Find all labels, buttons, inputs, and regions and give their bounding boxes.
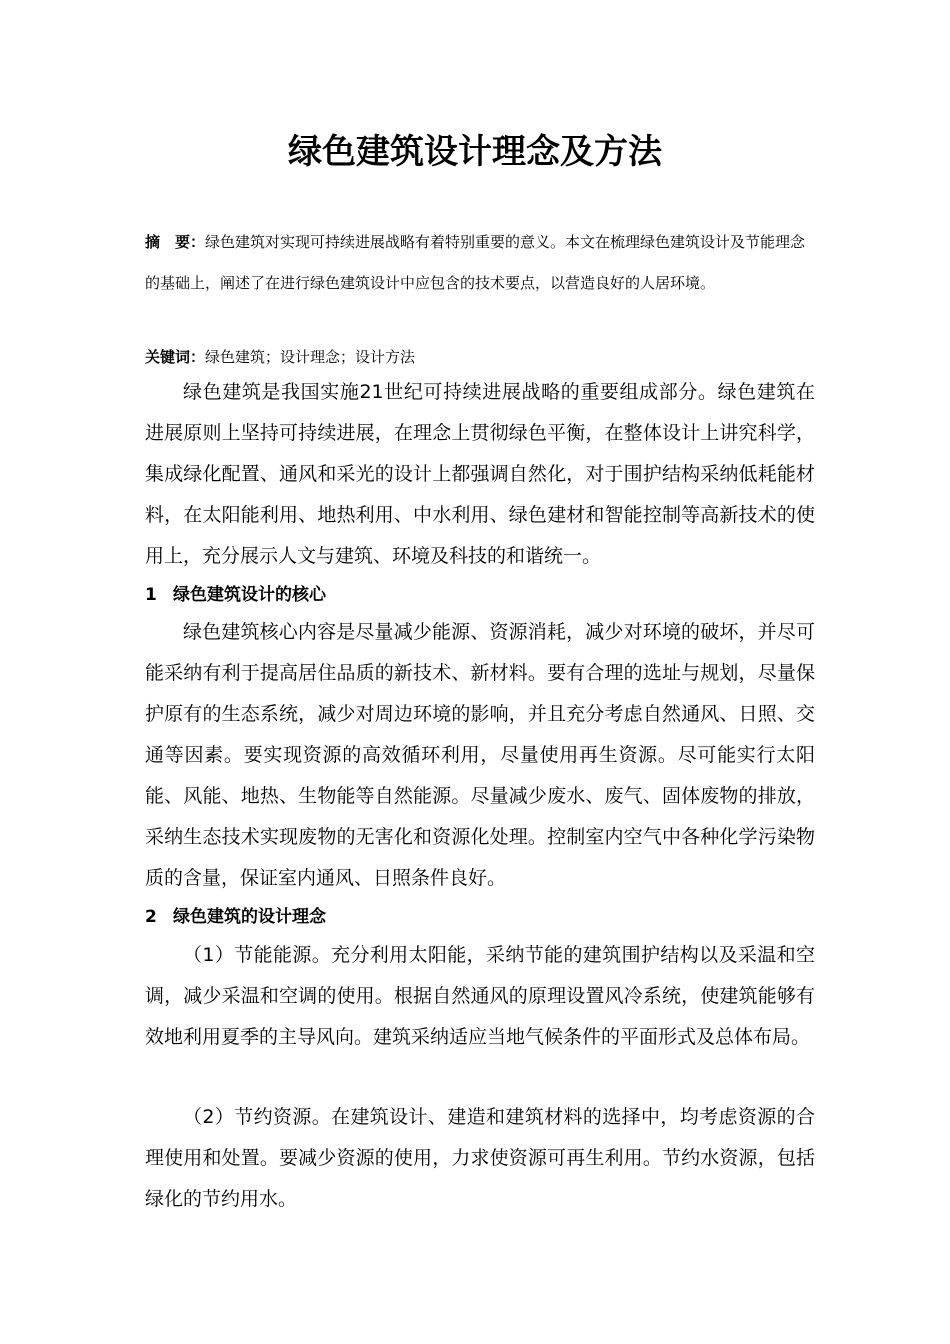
document-title: 绿色建筑设计理念及方法 [288, 132, 662, 172]
section-2-title: 绿色建筑的设计理念 [173, 907, 326, 927]
abstract-text: 绿色建筑对实现可持续进展战略有着特别重要的意义。本文在梳理绿色建筑设计及节能理念的基础上，阐述了在进行绿色建筑设计中应包含的技术要点，以营造良好的人居环境。 [145, 233, 806, 292]
section-2-paragraph-2: （2）节约资源。在建筑设计、建造和建筑材料的选择中，均考虑资源的合理使用和处置。要减少资源的使用，力求使资源可再生利用。节约水资源，包括绿化的节约用水。 [145, 1106, 815, 1210]
section-1-paragraph: 绿色建筑核心内容是尽量减少能源、资源消耗，减少对环境的破坏，并尽可能采纳有利于提高居住品质的新技术、新材料。要有合理的选址与规划，尽量保护原有的生态系统，减少对周边环境的影响，并且充分考虑自然通风、日照、交通等因素。要实现资源的高效循环利用，尽量使用再生资源。尽可能实行太阳能、风能、地热、生物能等自然能源。尽量减少废水、废气、固体废物的排放，采纳生态技术实现废物的无害化和资源化处理。控制室内空气中各种化学污染物质的含量，保证室内通风、日照条件良好。 [145, 621, 815, 889]
section-1-title: 绿色建筑设计的核心 [173, 585, 326, 605]
abstract [145, 222, 815, 304]
intro-paragraph: 绿色建筑是我国实施21世纪可持续进展战略的重要组成部分。绿色建筑在进展原则上坚持可持续进展，在理念上贯彻绿色平衡，在整体设计上讲究科学，集成绿化配置、通风和采光的设计上都强调自然化，对于围护结构采纳低耗能材料，在太阳能利用、地热利用、中水利用、绿色建材和智能控制等高新技术的使用上，充分展示人文与建筑、环境及科技的和谐统一。 [145, 381, 815, 567]
keywords [145, 342, 815, 372]
section-1-number: 1 [145, 585, 157, 605]
keywords-text: 绿色建筑；设计理念；设计方法 [205, 348, 416, 366]
section-2-number: 2 [145, 907, 157, 927]
section-2-paragraph-1: （1）节能能源。充分利用太阳能，采纳节能的建筑围护结构以及采温和空调，减少采温和空调的使用。根据自然通风的原理设置风冷系统，使建筑能够有效地利用夏季的主导风向。建筑采纳适应当地气候条件的平面形式及总体布局。 [145, 944, 815, 1048]
abstract-label: 摘 要： [145, 233, 206, 251]
section-2-heading [145, 902, 815, 932]
keywords-label: 关键词： [145, 348, 206, 366]
section-1-heading [145, 580, 815, 610]
